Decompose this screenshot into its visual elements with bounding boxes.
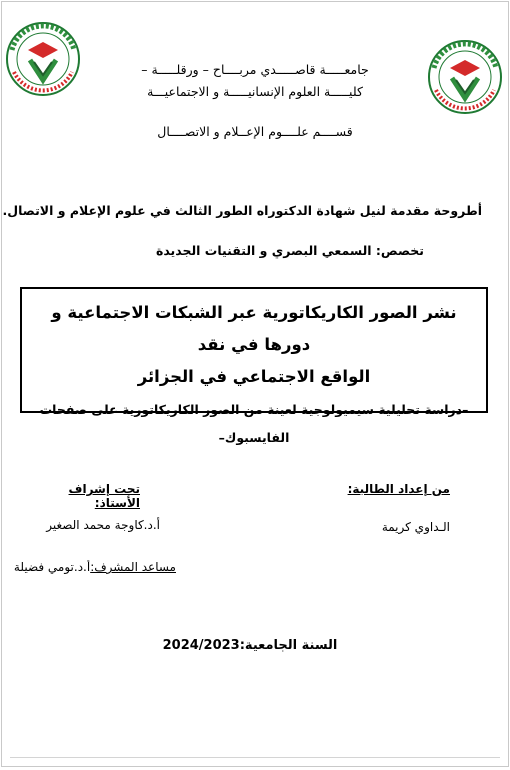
assistant-name: أ.د.تومي فضيلة — [13, 560, 91, 574]
faculty-name: كليـــــة العلوم الإنسانيـــــة و الاجتماعيـــة — [147, 84, 363, 99]
academic-year — [130, 638, 370, 653]
thesis-title-line-2: الواقع الاجتماعي في الجزائر — [137, 367, 371, 386]
thesis-subtitle-line-2: الفايسبوك– — [218, 430, 290, 445]
student-name: الـداوي كريمة — [381, 520, 450, 534]
university-logo-right — [426, 38, 504, 116]
university-logo-left-icon — [4, 20, 82, 98]
university-logo-left — [4, 20, 82, 98]
university-name: جامعـــــة قاصـــــدي مربــــاح – ورقلـــــة – — [141, 62, 369, 77]
thesis-title-box — [20, 287, 488, 445]
supervisor-name: أ.د.كاوجة محمد الصغير — [46, 518, 160, 532]
supervisor-label: تحت إشراف الأستاذ: — [68, 482, 140, 510]
thesis-presentation: أطروحة مقدمة لنيل شهادة الدكتوراه الطور الثالث في علوم الإعلام و الاتصال. — [2, 203, 482, 218]
thesis-subtitle-line-1: –دراسة تحليلية سيميولوجية لعينة من الصور الكاريكاتورية على صفحات — [39, 402, 469, 417]
thesis-title-line-1: نشر الصور الكاريكاتورية عبر الشبكات الاجتماعية و دورها في نقد — [51, 303, 457, 354]
academic-year-value: 2024/2023 — [162, 638, 240, 653]
footer-divider — [10, 757, 500, 758]
university-logo-right-icon — [426, 38, 504, 116]
assistant-label: مساعد المشرف: — [90, 560, 176, 574]
academic-year-label: السنة الجامعية: — [239, 638, 338, 653]
assistant-supervisor — [0, 560, 176, 574]
thesis-specialty: تخصص: السمعي البصري و التقنيات الجديدة — [155, 243, 424, 258]
department-name: قســــم علــــوم الإعــلام و الاتصــــال — [157, 124, 353, 139]
student-label: من إعداد الطالبة: — [347, 482, 450, 496]
